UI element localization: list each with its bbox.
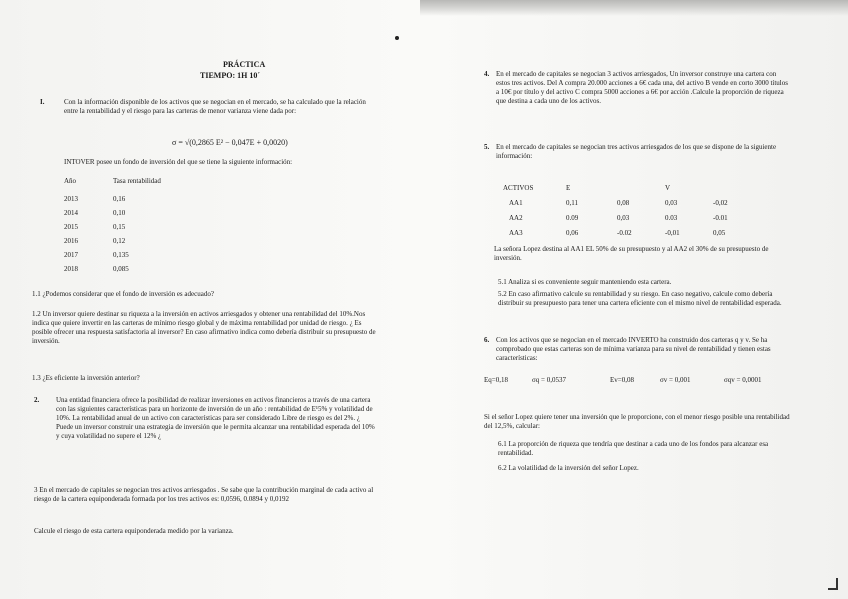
asset-covariance: -0,01 <box>665 229 680 237</box>
q6-ev: Ev=0,08 <box>610 376 634 384</box>
q6-sigma-q: σq = 0,0537 <box>532 376 566 384</box>
page-title: PRÁCTICA <box>223 60 266 69</box>
q2-text: Una entidad financiera ofrece la posibilidad de realizar inversiones en activos financieros a través de una cartera con las siguientes características para un horizonte de inversión de un año : rentabilidad de E¹5% y volatilidad de 10%. La rentabilidad anual de un activo con características para ser considerado Libre de riesgo es del 2%. ¿ Puede un inversor construir una estrategia de inversión que le permita alcanzar una rentabilidad esperada del 10% y cuya volatilidad no supere el 12% ¿ <box>56 396 375 440</box>
asset-covariance: 0,08 <box>617 199 630 207</box>
table-header-year: Año <box>64 177 77 185</box>
assets-header-activos: ACTIVOS <box>503 184 534 192</box>
q5-sub2: 5.2 En caso afirmativo calcule su rentabilidad y su riesgo. En caso negativo, calcule como debería distribuir su presupuesto para tener una cartera eficiente con el mismo nivel de rentabilidad esperada. <box>498 290 782 307</box>
table-cell-year: 2014 <box>64 209 78 217</box>
q5-sub1: 5.1 Analiza si es conveniente seguir manteniendo esta cartera. <box>498 278 672 286</box>
q6-sigma-v: σv = 0,001 <box>660 376 691 384</box>
table-cell-year: 2017 <box>64 251 78 259</box>
asset-covariance: 0.03 <box>665 214 678 222</box>
scan-shadow <box>420 0 848 16</box>
table-cell-rate: 0,16 <box>113 195 126 203</box>
q6-sub2: 6.2 La volatilidad de la inversión del señor Lopez. <box>498 464 639 472</box>
time-limit: TIEMPO: 1H 10´ <box>200 71 260 80</box>
assets-header-e: E <box>566 184 571 192</box>
q6-sub1: 6.1 La proporción de riqueza que tendría que destinar a cada uno de los fondos para alcanzar esa rentabilidad. <box>498 440 769 457</box>
asset-covariance: 0,03 <box>665 199 678 207</box>
table-cell-year: 2016 <box>64 237 78 245</box>
q6-eq: Eq=0,18 <box>484 376 508 384</box>
q1-number: I. <box>40 98 45 106</box>
asset-covariance: 0,03 <box>617 214 630 222</box>
q4-text: En el mercado de capitales se negocian 3 activos arriesgados, Un inversor construye una cartera con estos tres activos. Del A compra 20.000 acciones a 6€ cada una, del activo B vende en corto 3000 títulos a 10€ por título y del activo C compra 5000 acciones a 6€ por acción .Calcule la proporción de riqueza que destina a cada uno de los activos. <box>496 70 788 105</box>
q5-note: La señora Lopez destina al AA1 EL 50% de su presupuesto y al AA2 el 30% de su presupuesto de inversión. <box>494 245 769 262</box>
q6-text: Con los activos que se negocian en el mercado INVERTO ha construido dos carteras q y v. Se ha comprobado que estas carteras son de mínima varianza para su nivel de rentabilidad y tienen estas características: <box>496 336 771 362</box>
table-cell-year: 2015 <box>64 223 78 231</box>
asset-name: AA3 <box>509 229 523 237</box>
asset-covariance: -0.01 <box>713 214 728 222</box>
q1-text: Con la información disponible de los activos que se negocian en el mercado, se ha calculado que la relación entre la rentabilidad y el riesgo para las carteras de menor varianza viene dada por: <box>64 98 366 115</box>
asset-return: 0,06 <box>566 229 579 237</box>
q2-number: 2. <box>34 396 40 404</box>
q5-text: En el mercado de capitales se negocian tres activos arriesgados de los que se dispone de la siguiente información: <box>496 143 777 160</box>
q5-number: 5. <box>484 143 490 151</box>
table-cell-rate: 0,15 <box>113 223 126 231</box>
q6-text2: Si el señor Lopez quiere tener una inversión que le proporcione, con el menor riesgo posible una rentabilidad del 12,5%, calcular: <box>484 413 790 430</box>
asset-covariance: -0.02 <box>617 229 632 237</box>
asset-name: AA2 <box>509 214 523 222</box>
assets-header-v: V <box>665 184 671 192</box>
table-cell-rate: 0,085 <box>113 265 129 273</box>
asset-return: 0,11 <box>566 199 578 207</box>
table-cell-year: 2013 <box>64 195 78 203</box>
q3-text: 3 En el mercado de capitales se negocian tres activos arriesgados . Se sabe que la contribución marginal de cada activo al riesgo de la cartera equiponderada formada por los tres activos es: 0,0596, 0.0894 y 0,0192 <box>34 486 374 503</box>
q4-number: 4. <box>484 70 490 78</box>
q1-formula: σ = √(0,2865 E² − 0,047E + 0,0020) <box>172 138 288 147</box>
table-cell-year: 2018 <box>64 265 78 273</box>
scan-speck <box>395 36 399 40</box>
q1-sub1: 1.1 ¿Podemos considerar que el fondo de inversión es adecuado? <box>32 290 214 298</box>
table-cell-rate: 0,12 <box>113 237 126 245</box>
asset-covariance: -0,02 <box>713 199 728 207</box>
q6-number: 6. <box>484 336 490 344</box>
table-cell-rate: 0,135 <box>113 251 129 259</box>
table-cell-rate: 0,10 <box>113 209 126 217</box>
q3-calc: Calcule el riesgo de esta cartera equiponderada medido por la varianza. <box>34 527 234 535</box>
table-header-rate: Tasa rentabilidad <box>113 177 161 185</box>
q6-sigma-qv: σqv = 0,0001 <box>724 376 762 384</box>
q1-sub2: 1.2 Un inversor quiere destinar su riqueza a la inversión en activos arriesgados y obtener una rentabilidad del 10%.Nos indica que quiere invertir en las carteras de mínimo riesgo global y de máxima rentabilidad por unidad de riesgo. ¿ Es posible ofrecer una respuesta satisfactoria al inversor? En caso afirmativo indica como debería distribuir su presupuesto de inversión. <box>32 310 376 345</box>
asset-return: 0.09 <box>566 214 579 222</box>
q1-intro: INTOVER posee un fondo de inversión del que se tiene la siguiente información: <box>64 158 293 166</box>
asset-covariance: 0,05 <box>713 229 726 237</box>
asset-name: AA1 <box>509 199 523 207</box>
q1-sub3: 1.3 ¿Es eficiente la inversión anterior? <box>32 374 140 382</box>
scan-corner-mark <box>828 578 838 590</box>
